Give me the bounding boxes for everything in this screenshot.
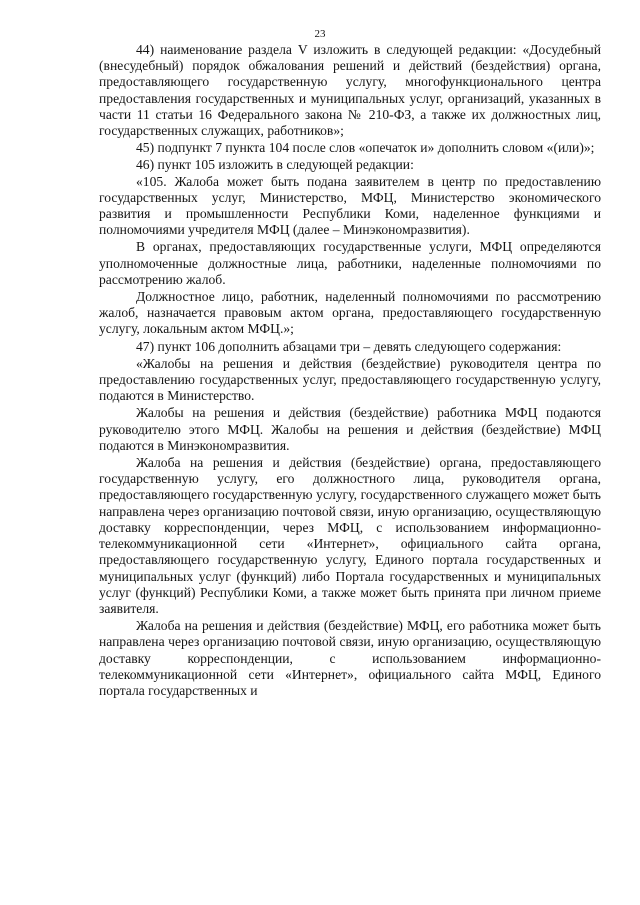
paragraph-item-46: 46) пункт 105 изложить в следующей редакции: (136, 157, 414, 173)
paragraph-item-44: 44) наименование раздела V изложить в следующей редакции: «Досудебный (внесудебный) порядок обжалования решений и действий (бездействия) органа, предоставляющего государственную услугу, многофункционального центра предоставления государственных и муниципальных услуг, организаций, указанных в части 11 статьи 16 Федерального закона № 210-ФЗ, а также их должностных лиц, государственных служащих, работников»; (99, 42, 601, 139)
paragraph-105-intro: «105. Жалоба может быть подана заявителем в центр по предоставлению государственных услуг, Министерство, МФЦ, Министерство экономического развития и промышленности Республики Коми, наделенное функциями и полномочиями учредителя МФЦ (далее – Минэкономразвития). (99, 173, 601, 238)
paragraph-105-appointment: Должностное лицо, работник, наделенный полномочиями по рассмотрению жалоб, назначается правовым актом органа, предоставляющего государственную услугу, локальным актом МФЦ.»; (99, 289, 601, 337)
paragraph-106-mfc-complaints: Жалобы на решения и действия (бездействие) работника МФЦ подаются руководителю этого МФЦ. Жалобы на решения и действия (бездействие) МФЦ подаются в Минэкономразвития. (99, 405, 601, 453)
paragraph-item-47: 47) пункт 106 дополнить абзацами три – девять следующего содержания: (136, 338, 562, 354)
paragraph-106-ministry-complaints: «Жалобы на решения и действия (бездействие) руководителя центра по предоставлению государственных услуг, предоставляющего государственную услугу, подаются в Министерство. (99, 355, 601, 404)
paragraph-106-mfc-submission: Жалоба на решения и действия (бездействие) МФЦ, его работника может быть направлена через организацию почтовой связи, иную организацию, осуществляющую доставку корреспонденции, с использованием информационно-телекоммуникационной сети «Интернет», официального сайта МФЦ, Единого портала государственных и (99, 618, 601, 698)
page-number: 23 (314, 28, 326, 40)
paragraph-106-submission-channels: Жалоба на решения и действия (бездействие) органа, предоставляющего государственную услугу, его должностного лица, руководителя органа, предоставляющего государственную услугу, государственного служащего может быть направлена через организацию почтовой связи, иную организацию, осуществляющую доставку корреспонденции, через МФЦ, с использованием информационно-телекоммуникационной сети «Интернет», официального сайта органа, предоставляющего государственную услугу, Единого портала государственных и муниципальных услуг (функций) либо Портала государственных и муниципальных услуг (функций) Республики Коми, а также может быть принята при личном приеме заявителя. (99, 455, 601, 616)
paragraph-105-authorized-persons: В органах, предоставляющих государственные услуги, МФЦ определяются уполномоченные должностные лица, работники, наделенные полномочиями по рассмотрению жалоб. (99, 239, 601, 287)
document-body (99, 42, 601, 699)
paragraph-item-45: 45) подпункт 7 пункта 104 после слов «опечаток и» дополнить словом «(или)»; (136, 140, 595, 156)
